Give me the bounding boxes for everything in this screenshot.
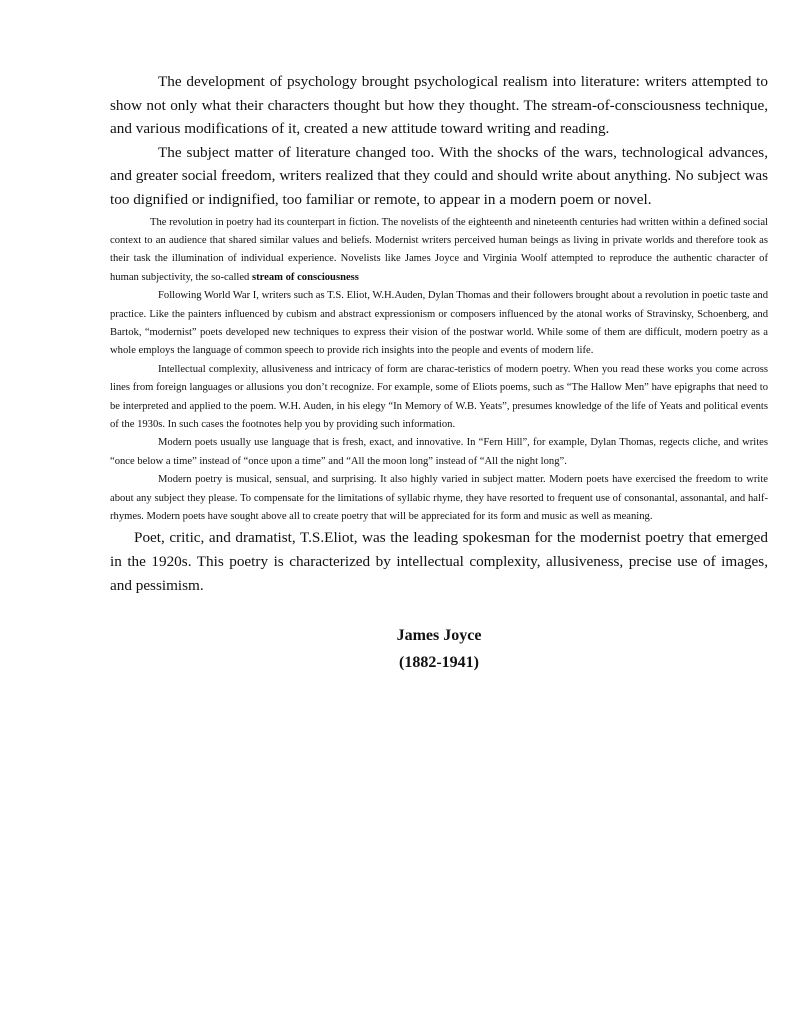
document-page [110,70,768,676]
paragraph-eliot: Poet, critic, and dramatist, T.S.Eliot, was the leading spokesman for the modernist poetry that emerged in the 1920s. This poetry is characterized by intellectual complexity, allusiveness, precise use of images, and pessimism. [110,529,768,594]
section-heading [110,622,768,676]
term-stream-of-consciousness: stream of consciousness [252,271,359,283]
heading-author-years: (1882-1941) [399,654,479,672]
paragraph-musical: Modern poetry is musical, sensual, and surprising. It also highly varied in subject matter. Modern poets have exercised the freedom to write about any subject they please. To compensate for the limitations of syllabic rhyme, they have resorted to frequent use of consonantal, assonantal, and half-rhymes. Modern poets have sought above all to create poetry that will be appreciated for its form and music as well as meaning. [110,474,768,523]
paragraph-language: Modern poets usually use language that is fresh, exact, and innovative. In “Fern Hill”, for example, Dylan Thomas, regects cliche, and writes “once below a time” instead of “once upon a time” and “All the moon long” instead of “All the night long”. [110,437,768,467]
paragraph-psychology: The development of psychology brought psychological realism into literature: writers attempted to show not only what their characters thought but how they thought. The stream-of-consciousness technique, and various modifications of it, created a new attitude toward writing and reading. [110,73,768,138]
paragraph-world-war: Following World War I, writers such as T.S. Eliot, W.H.Auden, Dylan Thomas and their followers brought about a revolution in poetic taste and practice. Like the painters influenced by cubism and abstract expressionism or composers influenced by the atonal works of Stravinsky, Schoenberg, and Bartok, “modernist” poets developed new techniques to express their vision of the postwar world. While some of them are difficult, modern poetry as a whole employs the language of common speech to provide rich insights into the people and events of modern life. [110,290,768,357]
paragraph-revolution-fiction-text: The revolution in poetry had its counterpart in fiction. The novelists of the eighteenth and nineteenth centuries had written within a defined social context to an audience that shared similar values and beliefs. Modernist writers perceived human beings as living in private worlds and therefore took as their task the illumination of individual experience. Novelists like James Joyce and Virginia Woolf attempted to reproduce the authentic character of human subjectivity, the so-called [110,216,768,283]
paragraph-revolution-fiction [110,214,768,288]
paragraph-intellectual-complexity: Intellectual complexity, allusiveness and intricacy of form are charac-teristics of modern poetry. When you read these works you come across lines from foreign languages or allusions you don’t recognize. For example, some of Eliots poems, such as “The Hallow Men” have epigraphs that need to be interpreted and applied to the poem. W.H. Auden, in his elegy “In Memory of W.B. Yeats”, presumes knowledge of the life of Yeats and political events of the 1930s. In such cases the footnotes help you by providing such information. [110,363,768,431]
paragraph-subject-matter: The subject matter of literature changed too. With the shocks of the wars, technological advances, and greater social freedom, writers realized that they could and should write about anything. No subject was too dignified or indignified, too familiar or remote, to appear in a modern poem or novel. [110,143,768,208]
heading-author-name: James Joyce [396,627,482,645]
